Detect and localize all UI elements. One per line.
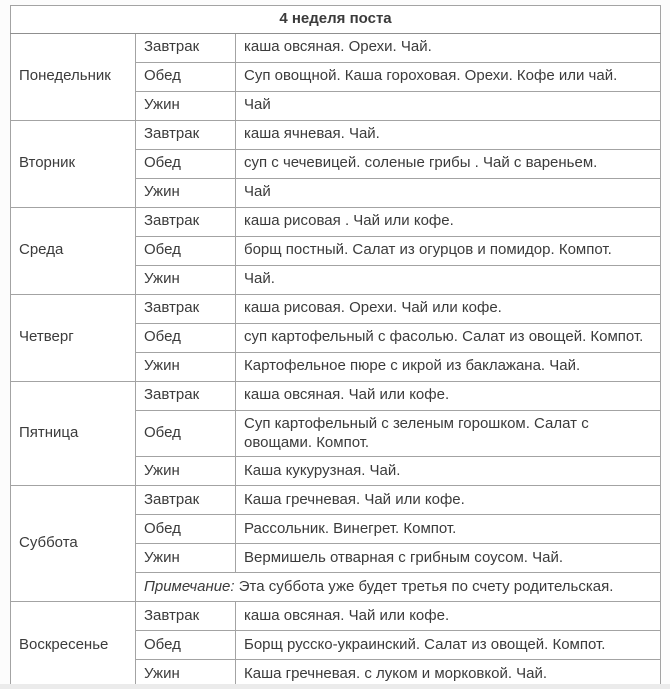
meal-menu: Чай.	[236, 265, 661, 294]
note-cell	[136, 573, 661, 602]
meal-label: Ужин	[136, 178, 236, 207]
meal-menu: Каша гречневая. Чай или кофе.	[236, 486, 661, 515]
meal-label: Ужин	[136, 91, 236, 120]
meal-menu: Суп картофельный с зеленым горошком. Салат с овощами. Компот.	[236, 410, 661, 457]
table-title: 4 неделя поста	[11, 6, 661, 34]
day-cell-monday: Понедельник	[11, 33, 136, 120]
meal-label: Ужин	[136, 660, 236, 689]
meal-menu: суп картофельный с фасолью. Салат из овощей. Компот.	[236, 323, 661, 352]
day-cell-sunday: Воскресенье	[11, 602, 136, 689]
meal-menu: Картофельное пюре с икрой из баклажана. Чай.	[236, 352, 661, 381]
meal-label: Завтрак	[136, 207, 236, 236]
day-cell-thursday: Четверг	[11, 294, 136, 381]
header-row	[11, 6, 661, 34]
fasting-menu-table	[10, 5, 661, 689]
day-cell-wednesday: Среда	[11, 207, 136, 294]
meal-label: Обед	[136, 62, 236, 91]
meal-label: Ужин	[136, 265, 236, 294]
page-bottom-strip	[0, 684, 670, 689]
meal-menu: каша овсяная. Чай или кофе.	[236, 381, 661, 410]
meal-label: Обед	[136, 410, 236, 457]
meal-menu: Чай	[236, 178, 661, 207]
page	[0, 5, 670, 682]
meal-menu: каша овсяная. Орехи. Чай.	[236, 33, 661, 62]
day-cell-tuesday: Вторник	[11, 120, 136, 207]
note-label: Примечание:	[144, 577, 235, 595]
meal-menu: Каша кукурузная. Чай.	[236, 457, 661, 486]
meal-menu: суп с чечевицей. соленые грибы . Чай с вареньем.	[236, 149, 661, 178]
meal-label: Обед	[136, 515, 236, 544]
meal-label: Завтрак	[136, 602, 236, 631]
day-cell-friday: Пятница	[11, 381, 136, 486]
meal-label: Ужин	[136, 457, 236, 486]
meal-menu: Рассольник. Винегрет. Компот.	[236, 515, 661, 544]
meal-menu: каша ячневая. Чай.	[236, 120, 661, 149]
meal-menu: Борщ русско-украинский. Салат из овощей. Компот.	[236, 631, 661, 660]
meal-label: Завтрак	[136, 486, 236, 515]
meal-label: Завтрак	[136, 381, 236, 410]
meal-label: Обед	[136, 323, 236, 352]
meal-menu: каша овсяная. Чай или кофе.	[236, 602, 661, 631]
meal-menu: каша рисовая . Чай или кофе.	[236, 207, 661, 236]
meal-label: Ужин	[136, 544, 236, 573]
table-row	[11, 602, 661, 631]
table-row	[11, 486, 661, 515]
table-row	[11, 120, 661, 149]
meal-label: Обед	[136, 631, 236, 660]
meal-menu: Суп овощной. Каша гороховая. Орехи. Кофе или чай.	[236, 62, 661, 91]
meal-label: Завтрак	[136, 294, 236, 323]
meal-menu: каша рисовая. Орехи. Чай или кофе.	[236, 294, 661, 323]
table-row	[11, 381, 661, 410]
day-cell-saturday: Суббота	[11, 486, 136, 602]
table-row	[11, 207, 661, 236]
meal-menu: Вермишель отварная с грибным соусом. Чай.	[236, 544, 661, 573]
table-row	[11, 33, 661, 62]
meal-menu: борщ постный. Салат из огурцов и помидор. Компот.	[236, 236, 661, 265]
table-row	[11, 294, 661, 323]
meal-menu: Каша гречневая. с луком и морковкой. Чай.	[236, 660, 661, 689]
meal-label: Завтрак	[136, 120, 236, 149]
note-text: Эта суббота уже будет третья по счету родительская.	[238, 577, 614, 595]
meal-menu: Чай	[236, 91, 661, 120]
meal-label: Обед	[136, 236, 236, 265]
meal-label: Ужин	[136, 352, 236, 381]
meal-label: Завтрак	[136, 33, 236, 62]
meal-label: Обед	[136, 149, 236, 178]
